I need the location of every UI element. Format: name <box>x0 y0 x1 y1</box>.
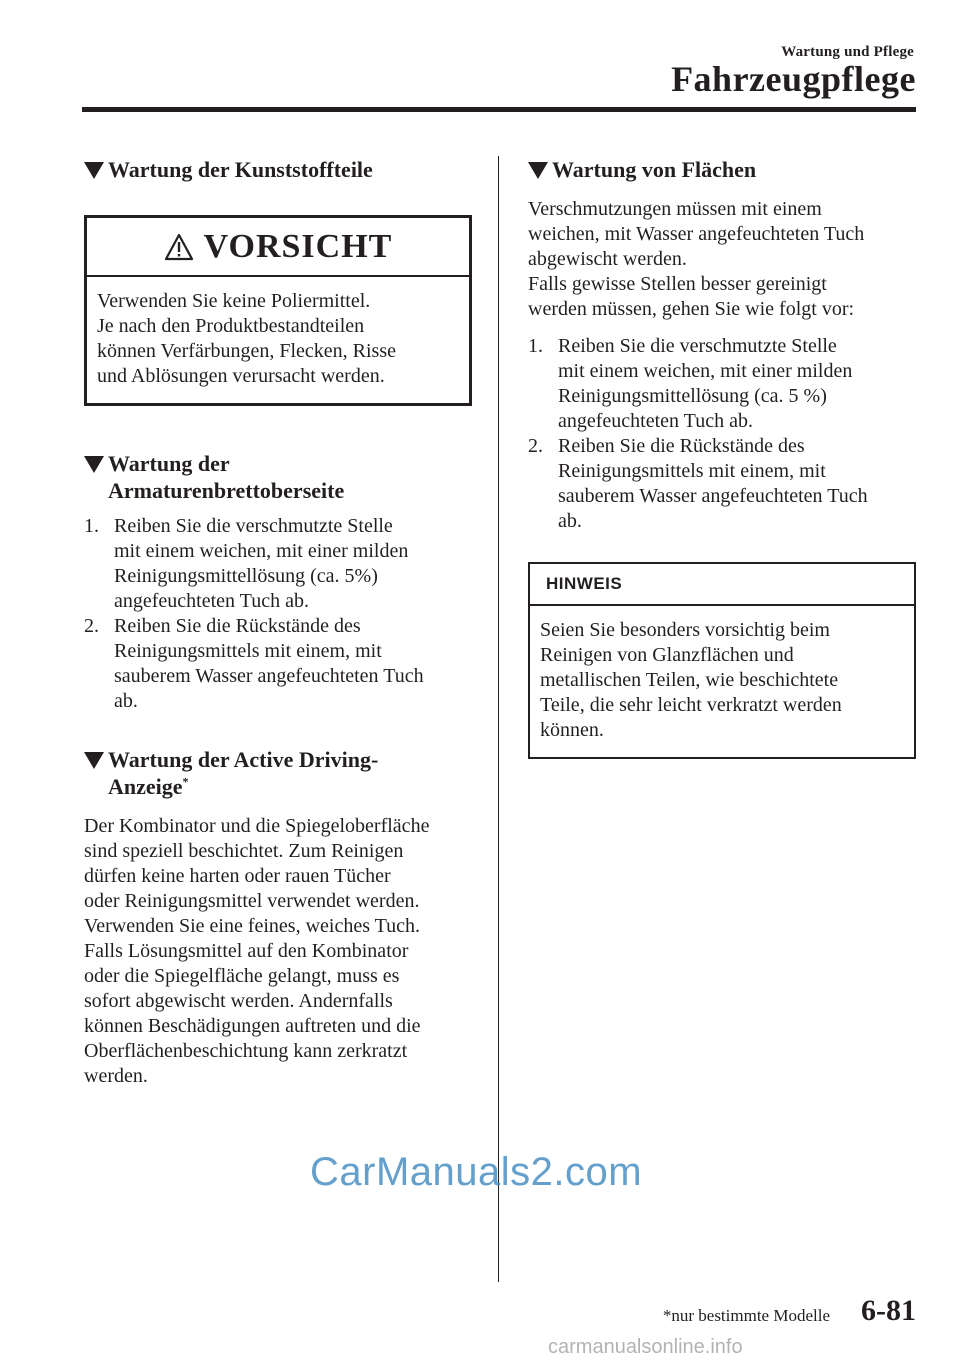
caution-title: VORSICHT <box>203 227 393 265</box>
header-rule <box>82 107 916 112</box>
body-line: Falls gewisse Stellen besser gereinigt <box>528 273 827 295</box>
body-line: werden. <box>84 1065 148 1087</box>
step-line: angefeuchteten Tuch ab. <box>558 410 753 432</box>
step-number: 1. <box>84 515 99 537</box>
note-line: können. <box>540 719 604 741</box>
right-column <box>528 156 916 759</box>
body-line: oder Reinigungsmittel verwendet werden. <box>84 890 420 912</box>
note-line: metallischen Teilen, wie beschichtete <box>540 669 839 691</box>
section-heading-text: Armaturenbrettoberseite <box>108 478 345 503</box>
body-line: abgewischt werden. <box>528 248 687 270</box>
step-line: Reiben Sie die verschmutzte Stelle <box>114 515 393 537</box>
footnote: *nur bestimmte Modelle <box>662 1306 830 1325</box>
list-item <box>528 334 916 434</box>
body-line: können Beschädigungen auftreten und die <box>84 1015 421 1037</box>
page-number: 6-81 <box>861 1294 916 1327</box>
body-line: werden müssen, gehen Sie wie folgt vor: <box>528 298 855 320</box>
step-line: ab. <box>558 510 582 532</box>
step-line: angefeuchteten Tuch ab. <box>114 590 309 612</box>
step-line: Reinigungsmittellösung (ca. 5 %) <box>558 385 827 407</box>
note-line: Reinigen von Glanzflächen und <box>540 644 794 666</box>
step-line: Reiben Sie die Rückstände des <box>114 615 361 637</box>
note-box <box>528 562 916 759</box>
step-line: sauberem Wasser angefeuchteten Tuch <box>114 665 424 687</box>
list-item <box>84 614 472 714</box>
step-line: ab. <box>114 690 138 712</box>
triangle-bullet-icon <box>84 456 104 473</box>
chapter-label: Wartung und Pflege <box>781 44 914 60</box>
caution-box <box>84 215 472 406</box>
footnote-mark: * <box>182 774 189 789</box>
body-line: sind speziell beschichtet. Zum Reinigen <box>84 840 404 862</box>
body-line: oder die Spiegelfläche gelangt, muss es <box>84 965 400 987</box>
section-heading-text: Wartung der <box>108 451 230 476</box>
step-line: Reiben Sie die Rückstände des <box>558 435 805 457</box>
section-heading-text: Anzeige <box>108 774 183 799</box>
body-line: weichen, mit Wasser angefeuchteten Tuch <box>528 223 865 245</box>
section-heading-surfaces <box>528 156 916 183</box>
section-heading-text: Wartung der Active Driving- <box>108 747 379 772</box>
step-line: sauberem Wasser angefeuchteten Tuch <box>558 485 868 507</box>
body-line: Verschmutzungen müssen mit einem <box>528 198 822 220</box>
step-line: Reinigungsmittels mit einem, mit <box>114 640 382 662</box>
caution-line: und Ablösungen verursacht werden. <box>97 365 385 387</box>
body-line: Der Kombinator und die Spiegeloberfläche <box>84 815 430 837</box>
note-line: Teile, die sehr leicht verkratzt werden <box>540 694 842 716</box>
step-number: 2. <box>84 615 99 637</box>
step-line: Reiben Sie die verschmutzte Stelle <box>558 335 837 357</box>
caution-line: Verwenden Sie keine Poliermittel. <box>97 290 371 312</box>
triangle-bullet-icon <box>528 162 548 179</box>
body-line: Oberflächenbeschichtung kann zerkratzt <box>84 1040 408 1062</box>
section-heading-text: Wartung der Kunststoffteile <box>108 157 373 182</box>
caution-line: Je nach den Produktbestandteilen <box>97 315 365 337</box>
step-number: 2. <box>528 435 543 457</box>
step-line: Reinigungsmittels mit einem, mit <box>558 460 826 482</box>
body-line: sofort abgewischt werden. Andernfalls <box>84 990 393 1012</box>
triangle-bullet-icon <box>84 752 104 769</box>
caution-header <box>87 218 469 277</box>
caution-line: können Verfärbungen, Flecken, Risse <box>97 340 397 362</box>
column-divider <box>498 156 499 1282</box>
step-line: mit einem weichen, mit einer milden <box>558 360 853 382</box>
triangle-bullet-icon <box>84 162 104 179</box>
surfaces-intro <box>528 197 916 322</box>
active-driving-body <box>84 814 472 1089</box>
site-watermark: carmanualsonline.info <box>548 1336 743 1358</box>
body-line: dürfen keine harten oder rauen Tücher <box>84 865 391 887</box>
body-line: Falls Lösungsmittel auf den Kombinator <box>84 940 409 962</box>
list-item <box>84 514 472 614</box>
step-line: mit einem weichen, mit einer milden <box>114 540 409 562</box>
step-line: Reinigungsmittellösung (ca. 5%) <box>114 565 378 587</box>
section-heading-dashboard <box>84 450 472 504</box>
page-title: Fahrzeugpflege <box>671 59 916 99</box>
section-heading-plastic <box>84 156 472 183</box>
section-heading-text: Wartung von Flächen <box>552 157 757 182</box>
note-line: Seien Sie besonders vorsichtig beim <box>540 619 830 641</box>
left-column <box>84 156 472 1089</box>
step-number: 1. <box>528 335 543 357</box>
note-body <box>530 606 914 757</box>
warning-icon <box>164 233 194 261</box>
body-line: Verwenden Sie eine feines, weiches Tuch. <box>84 915 421 937</box>
surfaces-steps <box>528 334 916 534</box>
caution-body <box>87 277 469 403</box>
note-title: HINWEIS <box>530 564 914 606</box>
watermark-text: CarManuals2.com <box>310 1150 643 1194</box>
list-item <box>528 434 916 534</box>
dashboard-steps <box>84 514 472 714</box>
section-heading-active-driving <box>84 746 472 800</box>
